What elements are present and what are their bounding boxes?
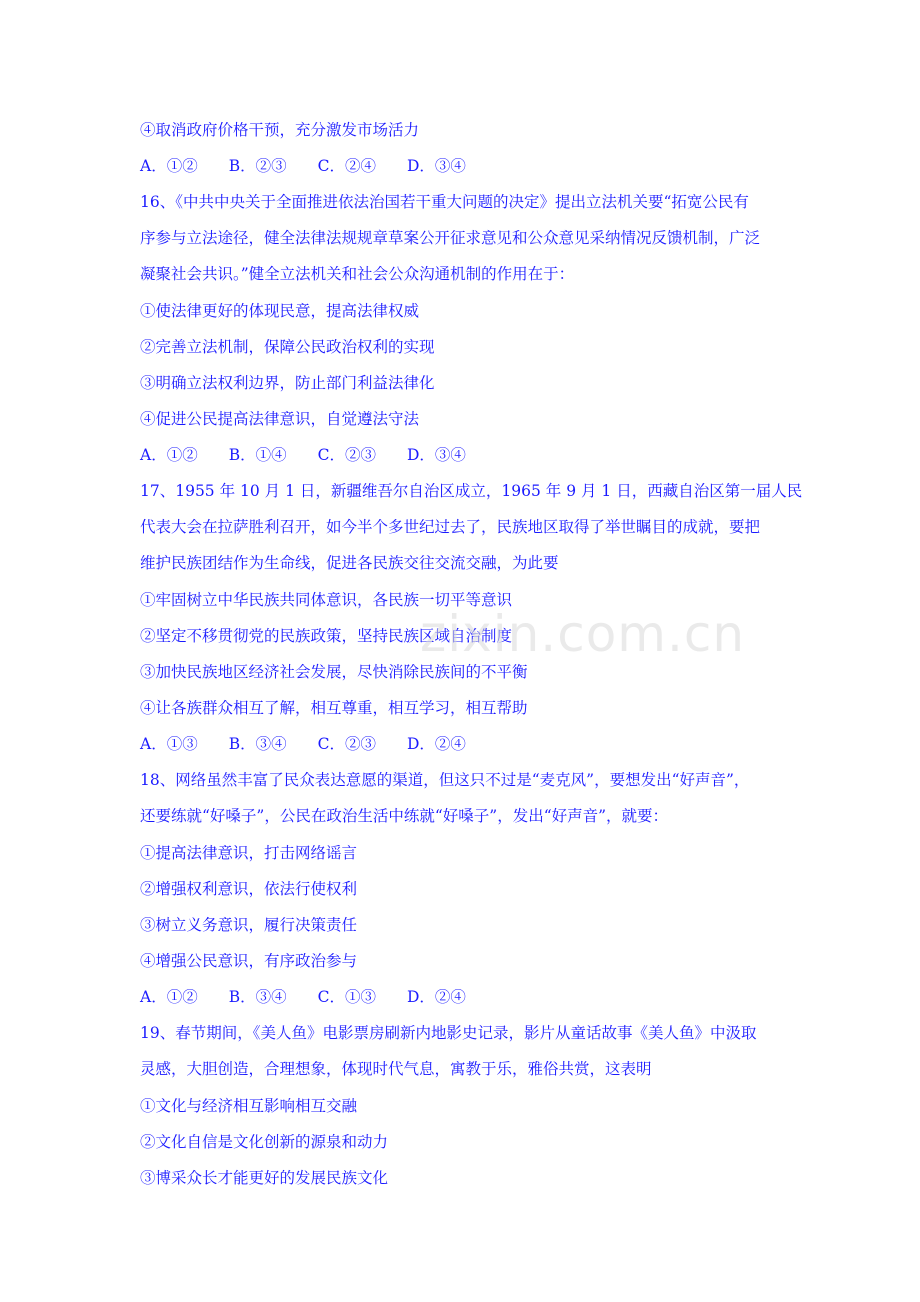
q19-option-2: ②文化自信是文化创新的源泉和动力 [140,1133,389,1151]
q15-answer-choices: A．①② B．②③ C．②④ D．③④ [140,157,466,175]
q18-option-2: ②增强权利意识，依法行使权利 [140,880,358,898]
q16-stem-line-3: 凝聚社会共识。”健全立法机关和社会公众沟通机制的作用在于： [140,265,575,283]
q18-stem-line-2: 还要练就“好嗓子”，公民在政治生活中练就“好嗓子”，发出“好声音”，就要： [140,807,669,825]
q18-option-4: ④增强公民意识，有序政治参与 [140,952,358,970]
q16-stem-line-1: 16、《中共中央关于全面推进依法治国若干重大问题的决定》提出立法机关要“拓宽公民有 [140,193,749,211]
q16-option-2: ②完善立法机制，保障公民政治权利的实现 [140,338,435,356]
q16-option-4: ④促进公民提高法律意识，自觉遵法守法 [140,410,420,428]
q18-answer-choices: A．①② B．③④ C．①③ D．②④ [140,988,466,1006]
q18-stem-line-1: 18、网络虽然丰富了民众表达意愿的渠道，但这只不过是“麦克风”，要想发出“好声音”， [140,771,750,789]
q16-option-1: ①使法律更好的体现民意，提高法律权威 [140,302,420,320]
q19-stem-line-1: 19、春节期间，《美人鱼》电影票房刷新内地影史记录，影片从童话故事《美人鱼》中汲取 [140,1024,757,1042]
q15-option-4: ④取消政府价格干预，充分激发市场活力 [140,121,420,139]
q19-stem-line-2: 灵感，大胆创造，合理想象，体现时代气息，寓教于乐，雅俗共赏，这表明 [140,1060,652,1078]
q19-option-1: ①文化与经济相互影响相互交融 [140,1097,358,1115]
q17-stem-line-1: 17、1955 年 10 月 1 日，新疆维吾尔自治区成立，1965 年 9 月 1 日，西藏自治区第一届人民 [140,482,803,500]
q17-option-4: ④让各族群众相互了解，相互尊重，相互学习，相互帮助 [140,699,528,717]
q17-stem-line-2: 代表大会在拉萨胜利召开，如今半个多世纪过去了，民族地区取得了举世瞩目的成就，要把 [140,518,761,536]
q18-option-3: ③树立义务意识，履行决策责任 [140,916,358,934]
q19-option-3: ③博采众长才能更好的发展民族文化 [140,1169,389,1187]
q16-stem-line-2: 序参与立法途径，健全法律法规规章草案公开征求意见和公众意见采纳情况反馈机制，广泛 [140,229,761,247]
q17-stem-line-3: 维护民族团结作为生命线，促进各民族交往交流交融，为此要 [140,554,559,572]
q18-option-1: ①提高法律意识，打击网络谣言 [140,844,358,862]
q16-answer-choices: A．①② B．①④ C．②③ D．③④ [140,446,466,464]
q17-option-2: ②坚定不移贯彻党的民族政策，坚持民族区域自治制度 [140,627,513,645]
q16-option-3: ③明确立法权利边界，防止部门利益法律化 [140,374,435,392]
q17-answer-choices: A．①③ B．③④ C．②③ D．②④ [140,735,466,753]
q17-option-1: ①牢固树立中华民族共同体意识，各民族一切平等意识 [140,591,513,609]
watermark: zixin.com.cn [420,605,746,663]
q17-option-3: ③加快民族地区经济社会发展，尽快消除民族间的不平衡 [140,663,528,681]
